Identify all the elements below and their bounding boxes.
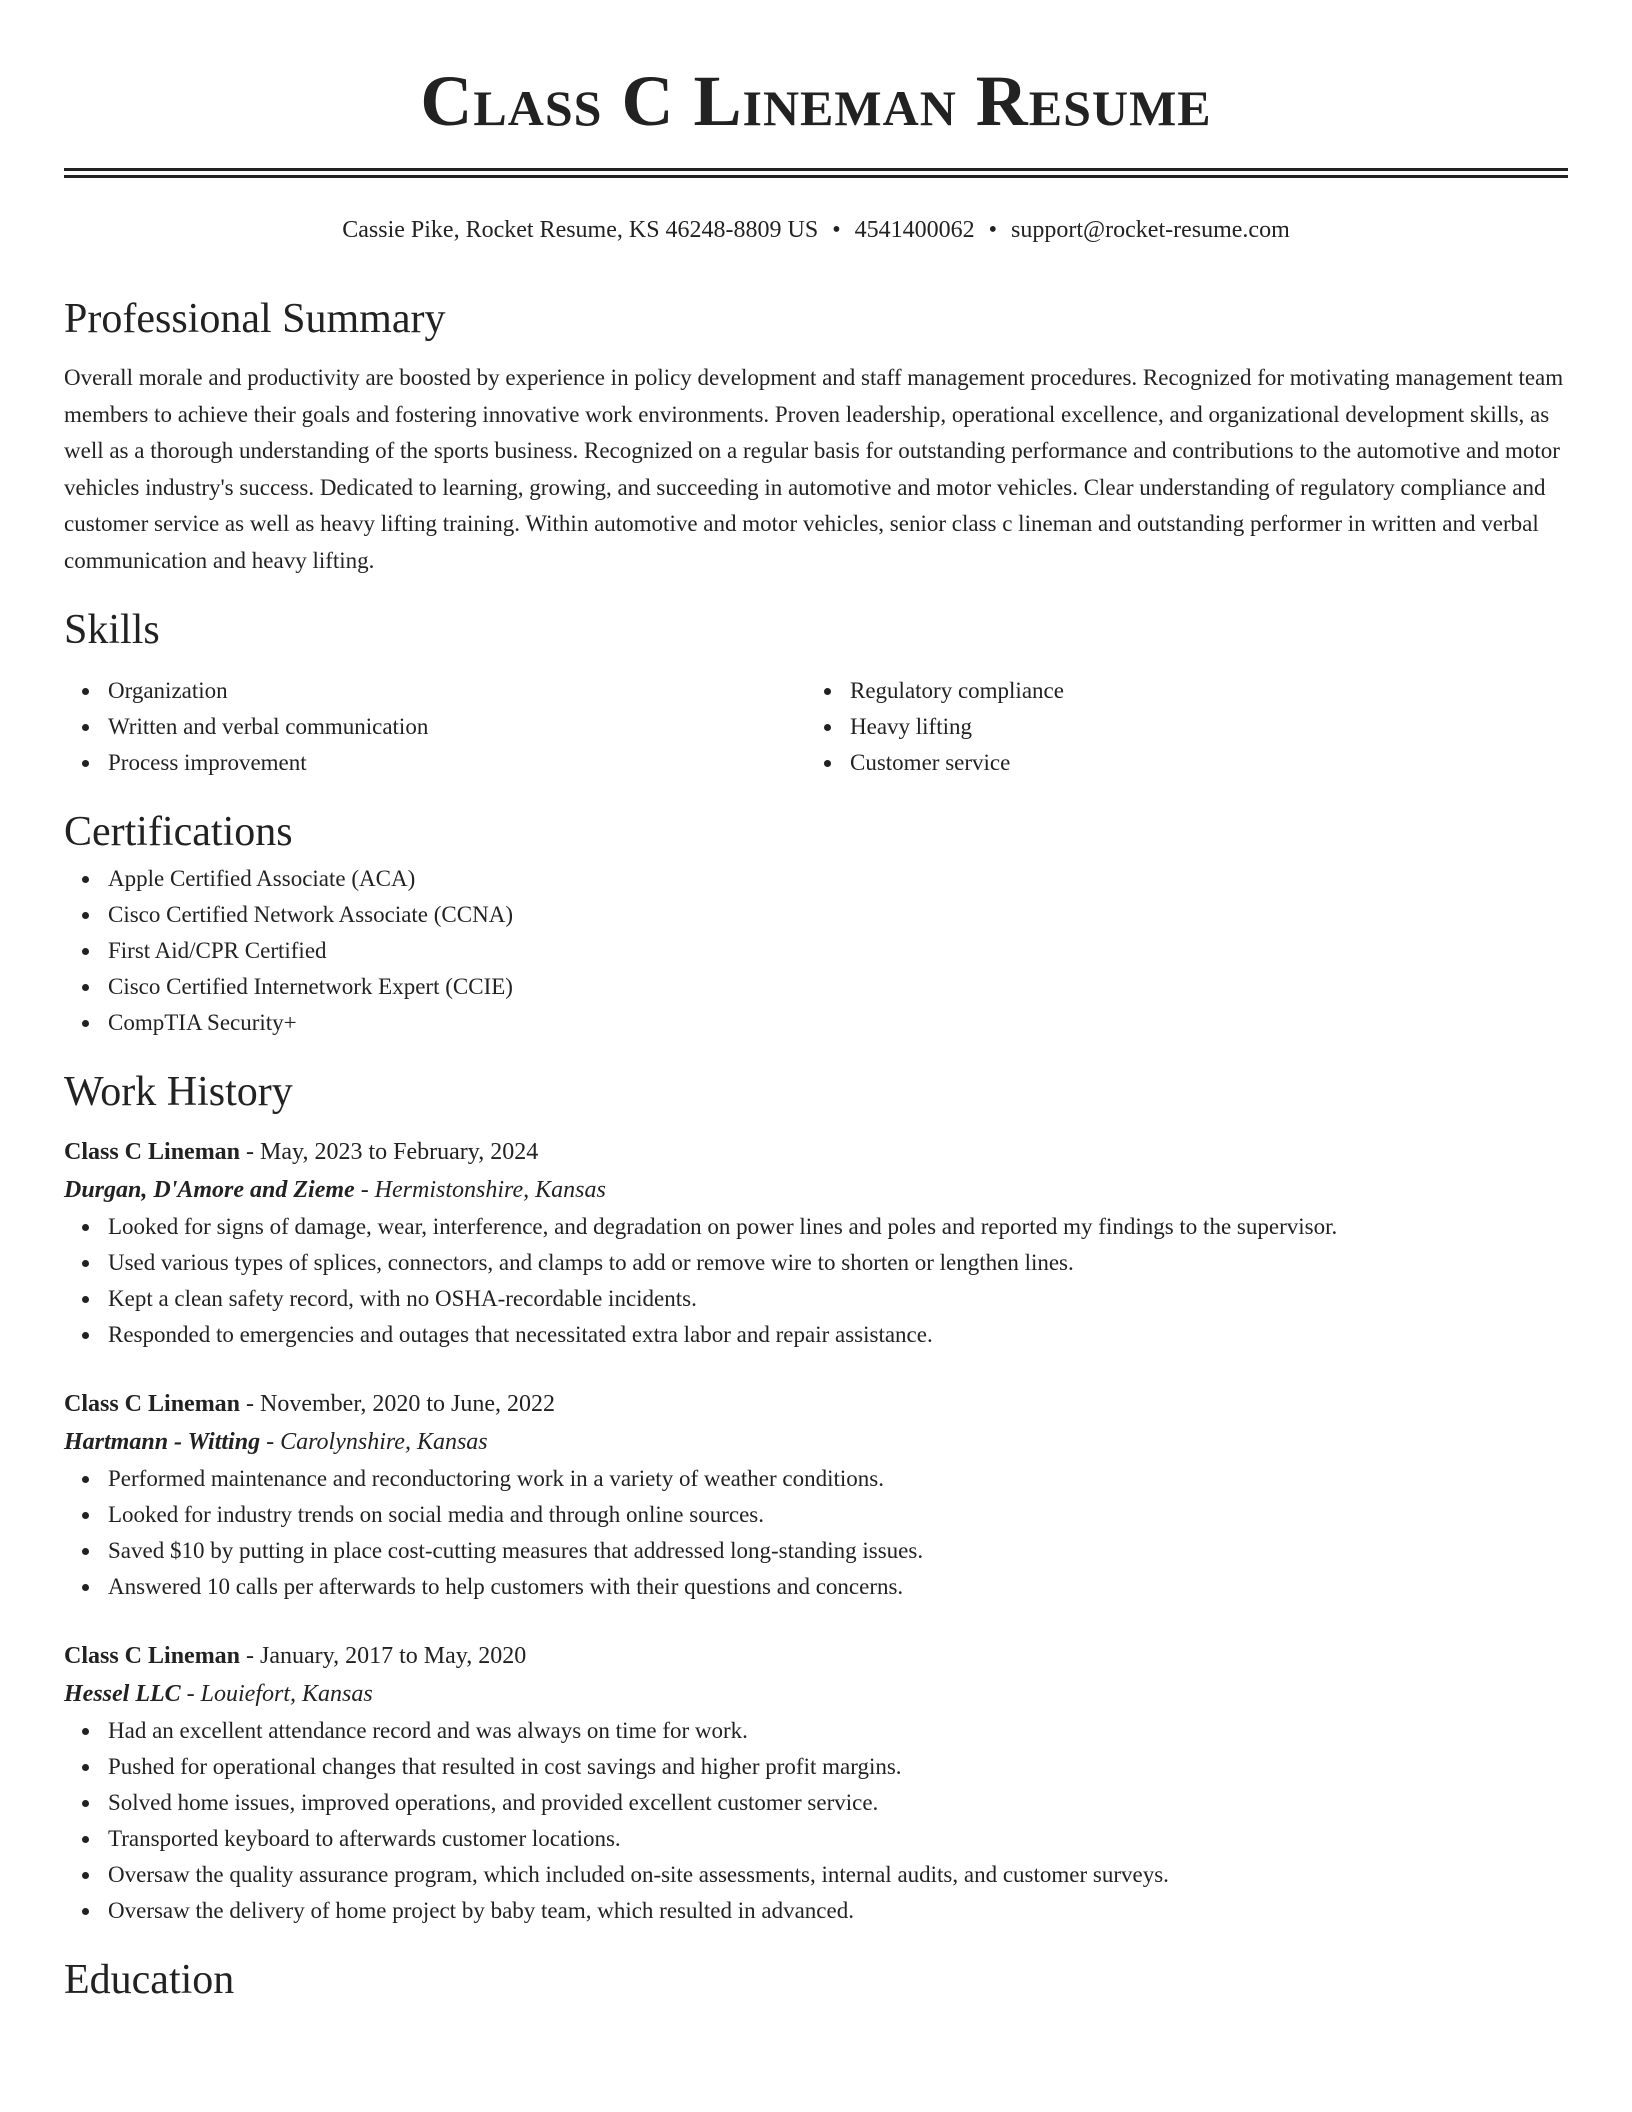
job-company-line xyxy=(64,1423,1568,1461)
job-title-line xyxy=(64,1385,1568,1423)
skills-columns xyxy=(64,673,1568,781)
certification-item: First Aid/CPR Certified xyxy=(108,933,1568,969)
job-duty-item: Saved $10 by putting in place cost-cutting measures that addressed long-standing issues. xyxy=(108,1533,1568,1569)
work-history-heading: Work History xyxy=(64,1069,293,1115)
job-company: Hartmann - Witting xyxy=(64,1429,261,1455)
job-duty-item: Responded to emergencies and outages that necessitated extra labor and repair assistance. xyxy=(108,1317,1568,1353)
skills-heading: Skills xyxy=(64,607,160,653)
job-duties-list xyxy=(64,1713,1568,1929)
certification-item: Cisco Certified Internetwork Expert (CCIE) xyxy=(108,969,1568,1005)
certifications-list xyxy=(64,861,1568,1041)
job-location: - Carolynshire, Kansas xyxy=(260,1429,488,1455)
job-title-line xyxy=(64,1133,1568,1171)
title-rule-top xyxy=(64,168,1568,171)
job-duties-list xyxy=(64,1461,1568,1605)
job-company: Hessel LLC xyxy=(64,1681,181,1707)
certification-item: Cisco Certified Network Associate (CCNA) xyxy=(108,897,1568,933)
skills-left-column xyxy=(64,673,806,781)
job-dates: - May, 2023 to February, 2024 xyxy=(240,1139,539,1165)
job-entry xyxy=(64,1637,1568,1929)
job-title: Class C Lineman xyxy=(64,1643,241,1669)
job-duty-item: Solved home issues, improved operations, and provided excellent customer service. xyxy=(108,1785,1568,1821)
summary-text: Overall morale and productivity are boosted by experience in policy development and staff management procedures. Recognized for motivating management team members to achieve their goals and fostering innovative work environments. Proven leadership, operational excellence, and organizational development skills, as well as a thorough understanding of the sports business. Recognized on a regular basis for outstanding performance and contributions to the automotive and motor vehicles industry's success. Dedicated to learning, growing, and succeeding in automotive and motor vehicles. Clear understanding of regulatory compliance and customer service as well as heavy lifting training. Within automotive and motor vehicles, senior class c lineman and outstanding performer in written and verbal communication and heavy lifting. xyxy=(64,365,1564,573)
job-duty-item: Pushed for operational changes that resulted in cost savings and higher profit margins. xyxy=(108,1749,1568,1785)
job-title-line xyxy=(64,1637,1568,1675)
job-company: Durgan, D'Amore and Zieme xyxy=(64,1177,355,1203)
skill-item: Organization xyxy=(108,673,806,709)
job-location: - Hermistonshire, Kansas xyxy=(354,1177,606,1203)
contact-separator: • xyxy=(988,217,998,243)
job-duty-item: Used various types of splices, connectors, and clamps to add or remove wire to shorten or lengthen lines. xyxy=(108,1245,1568,1281)
page-title: Class C Lineman Resume xyxy=(420,61,1212,141)
title-rule-bottom xyxy=(64,175,1568,178)
skill-item: Customer service xyxy=(850,745,1548,781)
education-heading: Education xyxy=(64,1957,235,2003)
job-entry xyxy=(64,1385,1568,1605)
resume-content xyxy=(64,290,1568,2009)
job-duty-item: Transported keyboard to afterwards customer locations. xyxy=(108,1821,1568,1857)
skills-list xyxy=(64,673,806,781)
skills-section xyxy=(64,601,1568,781)
contact-email: support@rocket-resume.com xyxy=(1011,217,1290,243)
job-duty-item: Looked for industry trends on social media and through online sources. xyxy=(108,1497,1568,1533)
job-dates: - November, 2020 to June, 2022 xyxy=(240,1391,556,1417)
education-section xyxy=(64,1951,1568,2009)
job-duty-item: Oversaw the quality assurance program, which included on-site assessments, internal audits, and customer surveys. xyxy=(108,1857,1568,1893)
work-history-section xyxy=(64,1063,1568,1929)
job-title: Class C Lineman xyxy=(64,1139,241,1165)
contact-address: Cassie Pike, Rocket Resume, KS 46248-8809 US xyxy=(342,217,819,243)
job-duty-item: Oversaw the delivery of home project by baby team, which resulted in advanced. xyxy=(108,1893,1568,1929)
skills-list xyxy=(806,673,1548,781)
job-duty-item: Answered 10 calls per afterwards to help customers with their questions and concerns. xyxy=(108,1569,1568,1605)
job-company-line xyxy=(64,1675,1568,1713)
skill-item: Regulatory compliance xyxy=(850,673,1548,709)
skill-item: Heavy lifting xyxy=(850,709,1548,745)
job-company-line xyxy=(64,1171,1568,1209)
job-location: - Louiefort, Kansas xyxy=(180,1681,373,1707)
certification-item: CompTIA Security+ xyxy=(108,1005,1568,1041)
job-dates: - January, 2017 to May, 2020 xyxy=(240,1643,527,1669)
job-duty-item: Looked for signs of damage, wear, interference, and degradation on power lines and poles and reported my findings to the supervisor. xyxy=(108,1209,1568,1245)
job-duty-item: Had an excellent attendance record and was always on time for work. xyxy=(108,1713,1568,1749)
skill-item: Written and verbal communication xyxy=(108,709,806,745)
job-duty-item: Performed maintenance and reconductoring work in a variety of weather conditions. xyxy=(108,1461,1568,1497)
job-duty-item: Kept a clean safety record, with no OSHA-recordable incidents. xyxy=(108,1281,1568,1317)
summary-heading: Professional Summary xyxy=(64,296,446,342)
skills-right-column xyxy=(806,673,1548,781)
summary-section xyxy=(64,290,1568,579)
job-duties-list xyxy=(64,1209,1568,1353)
contact-phone: 4541400062 xyxy=(854,217,975,243)
contact-line xyxy=(0,214,1632,246)
certification-item: Apple Certified Associate (ACA) xyxy=(108,861,1568,897)
certifications-heading: Certifications xyxy=(64,809,293,855)
job-title: Class C Lineman xyxy=(64,1391,241,1417)
contact-separator: • xyxy=(832,217,841,243)
certifications-section xyxy=(64,803,1568,1041)
job-entry xyxy=(64,1133,1568,1353)
skill-item: Process improvement xyxy=(108,745,806,781)
